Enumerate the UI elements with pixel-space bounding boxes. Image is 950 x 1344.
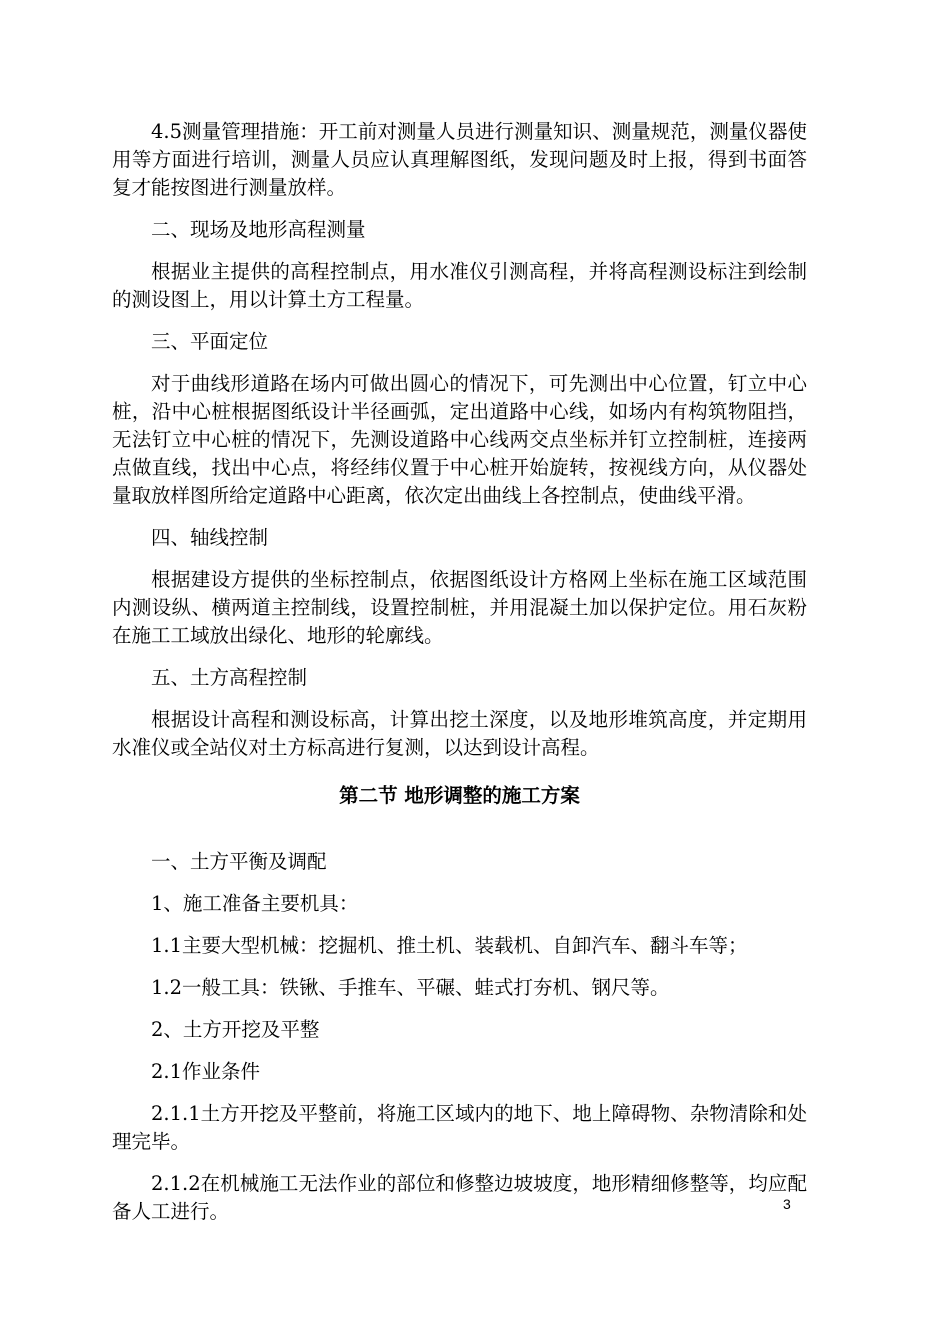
heading-plane-positioning: 三、平面定位 <box>151 330 269 353</box>
heading-earthwork-balance: 一、土方平衡及调配 <box>151 850 327 873</box>
item-general-tools: 1.2一般工具：铁锹、手推车、平碾、蛙式打夯机、钢尺等。 <box>151 976 670 999</box>
heading-work-conditions: 2.1作业条件 <box>151 1060 261 1083</box>
heading-excavation-leveling: 2、土方开挖及平整 <box>151 1018 320 1041</box>
paragraph-curved-road-positioning: 对于曲线形道路在场内可做出圆心的情况下，可先测出中心位置，钉立中心桩，沿中心桩根据图纸设计半径画弧，定出道路中心线，如场内有构筑物阻挡，无法钉立中心桩的情况下，先测设道路中心线两交点坐标并钉立控制桩，连接两点做直线，找出中心点，将经纬仪置于中心桩开始旋转，按视线方向，从仪器处量取放样图所给定道路中心距离，依次定出曲线上各控制点，使曲线平滑。 <box>112 372 807 507</box>
section-title: 第二节 地形调整的施工方案 <box>339 784 580 807</box>
heading-site-elevation-survey: 二、现场及地形高程测量 <box>151 218 366 241</box>
heading-axis-control: 四、轴线控制 <box>151 526 269 549</box>
page-number: 3 <box>783 1196 791 1212</box>
heading-earthwork-elevation-control: 五、土方高程控制 <box>151 666 308 689</box>
paragraph-measurement-management: 4.5测量管理措施：开工前对测量人员进行测量知识、测量规范，测量仪器使用等方面进行培训，测量人员应认真理解图纸，发现问题及时上报，得到书面答复才能按图进行测量放样。 <box>112 120 807 199</box>
heading-main-equipment: 1、施工准备主要机具： <box>151 892 359 915</box>
page-content <box>112 118 807 1240</box>
paragraph-earthwork-elevation: 根据设计高程和测设标高，计算出挖土深度，以及地形堆筑高度，并定期用水准仪或全站仪对土方标高进行复测，以达到设计高程。 <box>112 708 807 759</box>
item-large-machinery: 1.1主要大型机械：挖掘机、推土机、装载机、自卸汽车、翻斗车等； <box>151 934 748 957</box>
paragraph-obstacle-removal: 2.1.1土方开挖及平整前，将施工区域内的地下、地上障碍物、杂物清除和处理完毕。 <box>112 1102 807 1153</box>
paragraph-elevation-control: 根据业主提供的高程控制点，用水准仪引测高程，并将高程测设标注到绘制的测设图上，用以计算土方工程量。 <box>112 260 807 311</box>
paragraph-manual-work: 2.1.2在机械施工无法作业的部位和修整边坡坡度，地形精细修整等，均应配备人工进行。 <box>112 1172 807 1223</box>
paragraph-axis-control: 根据建设方提供的坐标控制点，依据图纸设计方格网上坐标在施工区域范围内测设纵、横两道主控制线，设置控制桩，并用混凝土加以保护定位。用石灰粉在施工工域放出绿化、地形的轮廓线。 <box>112 568 807 647</box>
